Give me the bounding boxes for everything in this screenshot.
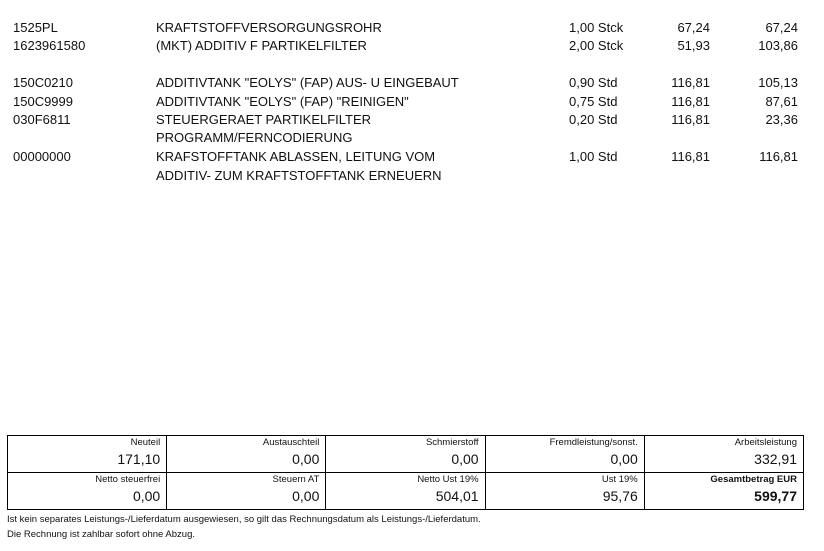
line-item [0,148,824,166]
arbeitsleistung-value: 332,91 [754,451,797,467]
line-item [0,111,824,129]
schmierstoff-label: Schmierstoff [425,437,479,448]
item-code: 030F6811 [13,112,71,127]
item-unit-price: 116,81 [671,149,710,164]
totals-cell [326,436,485,473]
item-quantity: 0,90 Std [569,75,618,90]
item-code: 150C9999 [13,94,73,109]
totals-row [8,473,804,510]
totals-cell [326,473,485,510]
netto-ust-value: 504,01 [435,488,479,504]
item-code: 1623961580 [13,38,86,53]
gesamtbetrag-value: 599,77 [754,488,797,504]
neuteil-label: Neuteil [130,437,161,448]
footer-note-payment: Die Rechnung ist zahlbar sofort ohne Abzug. [7,529,196,540]
item-unit-price: 116,81 [671,94,710,109]
item-total: 87,61 [765,94,798,109]
item-quantity: 2,00 Stck [569,38,624,53]
totals-cell [167,473,326,510]
line-item-continuation [0,129,824,147]
item-total: 105,13 [758,75,798,90]
gesamtbetrag-label: Gesamtbetrag EUR [710,474,797,485]
item-code: 150C0210 [13,75,73,90]
item-unit-price: 116,81 [671,75,710,90]
neuteil-value: 171,10 [117,451,161,467]
netto-steuerfrei-value: 0,00 [132,488,161,504]
totals-cell [644,473,803,510]
totals-cell [485,436,644,473]
ust-value: 95,76 [602,488,638,504]
item-description-continued: PROGRAMM/FERNCODIERUNG [156,130,353,145]
totals-cell [485,473,644,510]
totals-cell [8,436,167,473]
item-total: 23,36 [765,112,798,127]
line-item [0,93,824,111]
line-item [0,37,824,55]
line-item [0,74,824,92]
item-description: (MKT) ADDITIV F PARTIKELFILTER [156,38,367,53]
item-quantity: 0,20 Std [569,112,618,127]
totals-table [7,435,804,510]
item-code: 00000000 [13,149,71,164]
line-item-continuation [0,167,824,185]
item-description: KRAFTSTOFFVERSORGUNGSROHR [156,20,382,35]
austauschteil-value: 0,00 [292,451,320,467]
item-total: 116,81 [759,149,798,164]
item-total: 67,24 [765,20,798,35]
item-description-continued: ADDITIV- ZUM KRAFTSTOFFTANK ERNEUERN [156,168,442,183]
fremdleistung-label: Fremdleistung/sonst. [549,437,638,448]
item-quantity: 1,00 Stck [569,20,624,35]
schmierstoff-value: 0,00 [451,451,479,467]
ust-label: Ust 19% [601,474,638,485]
austauschteil-label: Austauschteil [262,437,320,448]
item-code: 1525PL [13,20,58,35]
totals-row [8,436,804,473]
item-unit-price: 67,24 [677,20,710,35]
item-quantity: 0,75 Std [569,94,618,109]
item-description: ADDITIVTANK "EOLYS" (FAP) "REINIGEN" [156,94,409,109]
line-item [0,19,824,37]
steuern-at-label: Steuern AT [272,474,320,485]
totals-cell [167,436,326,473]
item-description: KRAFSTOFFTANK ABLASSEN, LEITUNG VOM [156,149,436,164]
netto-steuerfrei-label: Netto steuerfrei [95,474,161,485]
item-description: STEUERGERAET PARTIKELFILTER [156,112,372,127]
item-unit-price: 51,93 [677,38,710,53]
item-total: 103,86 [758,38,798,53]
item-description: ADDITIVTANK "EOLYS" (FAP) AUS- U EINGEBAUT [156,75,459,90]
item-unit-price: 116,81 [671,112,710,127]
totals-cell [8,473,167,510]
footer-note-date: Ist kein separates Leistungs-/Lieferdatum ausgewiesen, so gilt das Rechnungsdatum als Leistungs-/Lieferdatum. [7,514,481,525]
netto-ust-label: Netto Ust 19% [417,474,479,485]
item-quantity: 1,00 Std [569,149,618,164]
totals-cell [644,436,803,473]
steuern-at-value: 0,00 [292,488,320,504]
arbeitsleistung-label: Arbeitsleistung [734,437,797,448]
fremdleistung-value: 0,00 [610,451,638,467]
